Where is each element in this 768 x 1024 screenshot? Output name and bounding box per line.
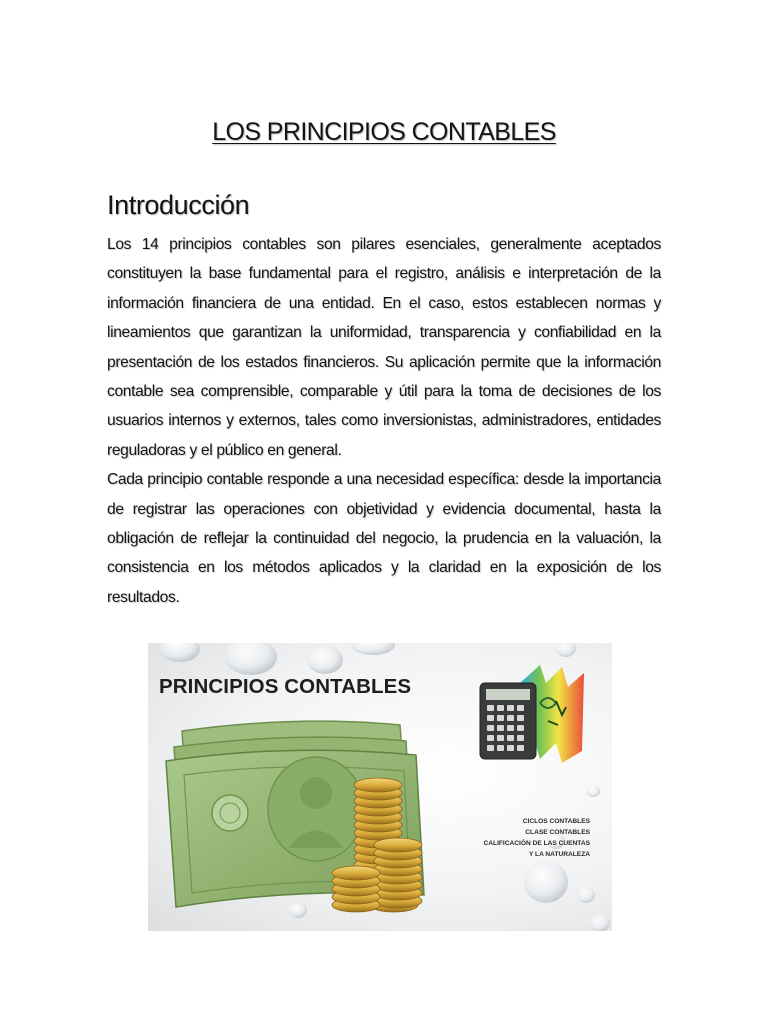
calculator-icon xyxy=(480,683,536,759)
illustration-list xyxy=(444,816,590,860)
list-item: CALIFICACIÓN DE LAS CUENTAS xyxy=(483,840,590,847)
paragraph: Los 14 principios contables son pilares esenciales, generalmente aceptados constituyen la base fundamental para el registro, análisis e interpretación de la información financiera de una entidad. En el caso, estos establecen normas y lineamientos que garantizan la uniformidad, transparencia y confiabilidad en la presentación de los estados financieros. Su aplicación permite que la información contable sea comprensible, comparable y útil para la toma de decisiones de los usuarios internos y externos, tales como inversionistas, administradores, entidades reguladoras y el público en general. xyxy=(107,236,661,459)
list-item: CICLOS CONTABLES xyxy=(522,818,590,825)
body-text xyxy=(107,230,661,612)
list-item: Y LA NATURALEZA xyxy=(528,851,590,858)
paragraph: Cada principio contable responde a una necesidad específica: desde la importancia de registrar las operaciones con objetividad y evidencia documental, hasta la obligación de reflejar la continuidad del negocio, la prudencia en la valuación, la consistencia en los métodos aplicados y la claridad en la exposición de los resultados. xyxy=(107,471,661,606)
principios-contables-illustration xyxy=(148,643,612,931)
page-title: LOS PRINCIPIOS CONTABLES xyxy=(212,118,556,146)
illustration-title: PRINCIPIOS CONTABLES xyxy=(159,675,412,698)
list-item: CLASE CONTABLES xyxy=(525,829,590,836)
section-heading: Introducción xyxy=(107,190,250,220)
